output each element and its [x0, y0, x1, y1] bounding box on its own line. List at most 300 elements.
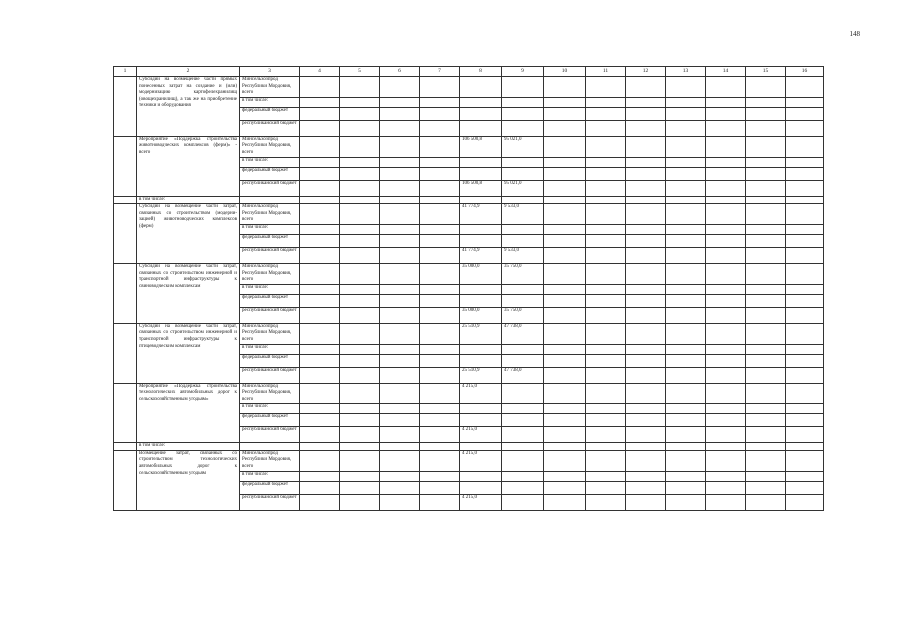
empty-cell	[586, 294, 626, 307]
empty-cell	[300, 450, 340, 471]
amount-cell: 47 738,0	[502, 367, 544, 383]
empty-cell	[586, 481, 626, 494]
empty-cell	[420, 450, 460, 471]
amount-cell: 35 000,0	[460, 263, 502, 284]
empty-cell	[706, 157, 746, 167]
empty-cell	[380, 196, 420, 204]
empty-cell	[666, 344, 706, 354]
empty-cell	[340, 157, 380, 167]
empty-cell	[746, 481, 786, 494]
column-header: 12	[626, 67, 666, 77]
amount-cell	[460, 284, 502, 294]
empty-cell	[706, 427, 746, 443]
empty-cell	[340, 344, 380, 354]
empty-cell	[626, 180, 666, 196]
column-header: 6	[380, 67, 420, 77]
empty-cell	[786, 450, 824, 471]
empty-cell	[586, 120, 626, 136]
empty-cell	[544, 234, 586, 247]
amount-cell	[460, 120, 502, 136]
empty-cell	[420, 157, 460, 167]
empty-cell	[420, 427, 460, 443]
empty-cell	[300, 284, 340, 294]
empty-cell	[420, 97, 460, 107]
empty-cell	[300, 471, 340, 481]
funding-source: в том числе:	[240, 344, 300, 354]
empty-cell	[502, 196, 544, 204]
empty-cell	[340, 284, 380, 294]
empty-cell	[746, 234, 786, 247]
empty-cell	[706, 97, 746, 107]
empty-cell	[340, 77, 380, 98]
empty-cell	[786, 494, 824, 510]
empty-cell	[746, 97, 786, 107]
amount-cell	[502, 344, 544, 354]
empty-cell	[380, 443, 420, 451]
empty-cell	[544, 180, 586, 196]
funding-source: республиканский бюджет	[240, 494, 300, 510]
page-number: 148	[849, 30, 860, 38]
empty-cell	[544, 167, 586, 180]
empty-cell	[340, 307, 380, 323]
empty-cell	[340, 97, 380, 107]
empty-cell	[380, 414, 420, 427]
amount-cell	[502, 294, 544, 307]
empty-cell	[706, 307, 746, 323]
empty-cell	[746, 196, 786, 204]
empty-cell	[666, 157, 706, 167]
empty-cell	[706, 450, 746, 471]
empty-cell	[544, 354, 586, 367]
empty-cell	[544, 450, 586, 471]
amount-cell	[460, 404, 502, 414]
amount-cell: 4 215,0	[460, 383, 502, 404]
amount-cell	[460, 167, 502, 180]
empty-cell	[586, 167, 626, 180]
empty-cell	[340, 494, 380, 510]
amount-cell: 47 738,0	[502, 323, 544, 344]
amount-cell: 35 750,0	[502, 307, 544, 323]
empty-cell	[420, 443, 460, 451]
empty-cell	[340, 443, 380, 451]
funding-source: федеральный бюджет	[240, 107, 300, 120]
empty-cell	[544, 263, 586, 284]
empty-cell	[626, 427, 666, 443]
empty-cell	[340, 383, 380, 404]
empty-cell	[666, 404, 706, 414]
empty-cell	[544, 367, 586, 383]
empty-cell	[544, 344, 586, 354]
empty-cell	[420, 471, 460, 481]
empty-cell	[786, 284, 824, 294]
empty-cell	[300, 443, 340, 451]
empty-cell	[626, 77, 666, 98]
empty-cell	[380, 471, 420, 481]
column-number-row	[114, 67, 824, 77]
empty-cell	[666, 367, 706, 383]
empty-cell	[786, 77, 824, 98]
empty-cell	[300, 323, 340, 344]
amount-cell	[502, 481, 544, 494]
amount-cell	[460, 224, 502, 234]
row-number-cell	[114, 323, 137, 383]
amount-cell	[502, 157, 544, 167]
empty-cell	[706, 204, 746, 225]
empty-cell	[340, 196, 380, 204]
empty-cell	[340, 294, 380, 307]
empty-cell	[706, 344, 746, 354]
empty-cell	[544, 247, 586, 263]
empty-cell	[666, 167, 706, 180]
empty-cell	[746, 180, 786, 196]
measure-description: Мероприятие «Поддержка строительства животноводческих комплексов (ферм)» - всего	[137, 136, 240, 196]
empty-cell	[502, 443, 544, 451]
table-row	[114, 77, 824, 98]
empty-cell	[626, 204, 666, 225]
empty-cell	[240, 196, 300, 204]
empty-cell	[786, 354, 824, 367]
column-header: 1	[114, 67, 137, 77]
empty-cell	[340, 224, 380, 234]
empty-cell	[786, 263, 824, 284]
empty-cell	[746, 427, 786, 443]
empty-cell	[626, 247, 666, 263]
empty-cell	[666, 443, 706, 451]
empty-cell	[666, 180, 706, 196]
funding-source: федеральный бюджет	[240, 294, 300, 307]
amount-cell	[502, 427, 544, 443]
empty-cell	[300, 136, 340, 157]
amount-cell: 106 500,8	[460, 180, 502, 196]
empty-cell	[300, 354, 340, 367]
empty-cell	[666, 97, 706, 107]
empty-cell	[626, 383, 666, 404]
empty-cell	[300, 247, 340, 263]
empty-cell	[626, 471, 666, 481]
amount-cell	[502, 167, 544, 180]
amount-cell: 95 021,0	[502, 136, 544, 157]
amount-cell	[502, 120, 544, 136]
row-number-cell	[114, 263, 137, 323]
amount-cell	[460, 97, 502, 107]
empty-cell	[626, 404, 666, 414]
empty-cell	[626, 307, 666, 323]
empty-cell	[420, 354, 460, 367]
section-label: в том числе:	[137, 196, 240, 204]
empty-cell	[586, 494, 626, 510]
empty-cell	[706, 354, 746, 367]
empty-cell	[300, 414, 340, 427]
empty-cell	[300, 367, 340, 383]
empty-cell	[420, 247, 460, 263]
funding-source: федеральный бюджет	[240, 167, 300, 180]
empty-cell	[340, 450, 380, 471]
empty-cell	[666, 224, 706, 234]
amount-cell: 41 774,9	[460, 204, 502, 225]
funding-source: федеральный бюджет	[240, 234, 300, 247]
empty-cell	[746, 157, 786, 167]
empty-cell	[420, 107, 460, 120]
empty-cell	[300, 97, 340, 107]
empty-cell	[706, 443, 746, 451]
empty-cell	[420, 167, 460, 180]
empty-cell	[300, 263, 340, 284]
empty-cell	[626, 494, 666, 510]
empty-cell	[626, 157, 666, 167]
empty-cell	[544, 294, 586, 307]
empty-cell	[706, 120, 746, 136]
empty-cell	[786, 471, 824, 481]
funding-source: республиканский бюджет	[240, 427, 300, 443]
empty-cell	[420, 494, 460, 510]
funding-source: Минсельхозпрод Республики Мордовия, всего	[240, 77, 300, 98]
empty-cell	[626, 234, 666, 247]
column-header: 9	[502, 67, 544, 77]
empty-cell	[586, 157, 626, 167]
empty-cell	[746, 383, 786, 404]
amount-cell: 4 215,0	[460, 450, 502, 471]
funding-source: Минсельхозпрод Республики Мордовия, всего	[240, 136, 300, 157]
empty-cell	[544, 414, 586, 427]
table-row	[114, 450, 824, 471]
empty-cell	[380, 247, 420, 263]
empty-cell	[544, 383, 586, 404]
empty-cell	[786, 481, 824, 494]
empty-cell	[460, 443, 502, 451]
table-row	[114, 136, 824, 157]
empty-cell	[666, 450, 706, 471]
empty-cell	[340, 167, 380, 180]
empty-cell	[380, 294, 420, 307]
empty-cell	[706, 284, 746, 294]
amount-cell	[460, 77, 502, 98]
empty-cell	[706, 136, 746, 157]
empty-cell	[544, 323, 586, 344]
section-label: в том числе:	[137, 443, 240, 451]
column-header: 16	[786, 67, 824, 77]
empty-cell	[786, 247, 824, 263]
column-header: 7	[420, 67, 460, 77]
empty-cell	[746, 450, 786, 471]
empty-cell	[420, 481, 460, 494]
row-number-cell	[114, 443, 137, 451]
empty-cell	[300, 294, 340, 307]
empty-cell	[340, 367, 380, 383]
empty-cell	[706, 481, 746, 494]
column-header: 13	[666, 67, 706, 77]
empty-cell	[666, 427, 706, 443]
empty-cell	[380, 224, 420, 234]
empty-cell	[544, 471, 586, 481]
empty-cell	[746, 354, 786, 367]
budget-table	[113, 66, 824, 511]
empty-cell	[544, 307, 586, 323]
measure-description: Субсидии на возмещение части прямых понесенных затрат на создание и (или) модернизацию картофелехранилищ (овощехранилищ), а так же на приобретение техники и оборудования	[137, 77, 240, 137]
empty-cell	[420, 383, 460, 404]
funding-source: федеральный бюджет	[240, 354, 300, 367]
amount-cell	[502, 450, 544, 471]
amount-cell: 35 000,0	[460, 307, 502, 323]
empty-cell	[786, 97, 824, 107]
empty-cell	[746, 307, 786, 323]
funding-source: республиканский бюджет	[240, 367, 300, 383]
empty-cell	[586, 107, 626, 120]
empty-cell	[666, 107, 706, 120]
empty-cell	[746, 167, 786, 180]
empty-cell	[666, 481, 706, 494]
empty-cell	[706, 234, 746, 247]
empty-cell	[380, 180, 420, 196]
empty-cell	[786, 414, 824, 427]
measure-description: Субсидии на возмещение части затрат, связанных со строительством (модерни-зацией) животноводческих комплексов (ферм)	[137, 204, 240, 264]
empty-cell	[786, 204, 824, 225]
empty-cell	[380, 450, 420, 471]
empty-cell	[666, 136, 706, 157]
empty-cell	[380, 494, 420, 510]
measure-description: Мероприятие «Поддержка строительства технологических автомобильных дорог к сельскохозяйственным угодьям»	[137, 383, 240, 443]
row-number-cell	[114, 383, 137, 443]
amount-cell: 9 533,0	[502, 247, 544, 263]
empty-cell	[544, 427, 586, 443]
empty-cell	[586, 234, 626, 247]
amount-cell	[460, 344, 502, 354]
empty-cell	[746, 107, 786, 120]
empty-cell	[340, 120, 380, 136]
empty-cell	[786, 234, 824, 247]
empty-cell	[420, 224, 460, 234]
empty-cell	[586, 383, 626, 404]
empty-cell	[666, 323, 706, 344]
empty-cell	[380, 120, 420, 136]
empty-cell	[586, 414, 626, 427]
empty-cell	[746, 294, 786, 307]
empty-cell	[380, 107, 420, 120]
empty-cell	[666, 354, 706, 367]
empty-cell	[626, 136, 666, 157]
empty-cell	[786, 443, 824, 451]
empty-cell	[586, 323, 626, 344]
empty-cell	[340, 481, 380, 494]
column-header: 8	[460, 67, 502, 77]
amount-cell	[460, 471, 502, 481]
empty-cell	[300, 120, 340, 136]
row-number-cell	[114, 204, 137, 264]
column-header: 11	[586, 67, 626, 77]
empty-cell	[300, 180, 340, 196]
empty-cell	[380, 284, 420, 294]
empty-cell	[746, 344, 786, 354]
empty-cell	[626, 414, 666, 427]
empty-cell	[300, 224, 340, 234]
empty-cell	[544, 196, 586, 204]
empty-cell	[786, 167, 824, 180]
empty-cell	[300, 107, 340, 120]
table-row	[114, 204, 824, 225]
empty-cell	[420, 136, 460, 157]
empty-cell	[746, 414, 786, 427]
amount-cell: 25 510,9	[460, 367, 502, 383]
empty-cell	[420, 414, 460, 427]
empty-cell	[300, 404, 340, 414]
empty-cell	[626, 367, 666, 383]
empty-cell	[420, 234, 460, 247]
empty-cell	[746, 263, 786, 284]
empty-cell	[420, 367, 460, 383]
amount-cell	[460, 157, 502, 167]
funding-source: в том числе:	[240, 157, 300, 167]
empty-cell	[586, 247, 626, 263]
empty-cell	[786, 367, 824, 383]
empty-cell	[786, 323, 824, 344]
empty-cell	[460, 196, 502, 204]
empty-cell	[786, 157, 824, 167]
empty-cell	[380, 97, 420, 107]
empty-cell	[380, 354, 420, 367]
empty-cell	[380, 427, 420, 443]
amount-cell	[502, 404, 544, 414]
amount-cell	[502, 97, 544, 107]
empty-cell	[544, 481, 586, 494]
empty-cell	[340, 136, 380, 157]
empty-cell	[420, 344, 460, 354]
empty-cell	[626, 294, 666, 307]
empty-cell	[786, 294, 824, 307]
empty-cell	[786, 180, 824, 196]
empty-cell	[706, 77, 746, 98]
empty-cell	[666, 307, 706, 323]
empty-cell	[544, 404, 586, 414]
empty-cell	[786, 120, 824, 136]
empty-cell	[420, 263, 460, 284]
empty-cell	[786, 427, 824, 443]
empty-cell	[340, 323, 380, 344]
empty-cell	[340, 263, 380, 284]
funding-source: Минсельхозпрод Республики Мордовия, всего	[240, 323, 300, 344]
empty-cell	[746, 224, 786, 234]
empty-cell	[666, 234, 706, 247]
empty-cell	[626, 120, 666, 136]
empty-cell	[300, 167, 340, 180]
empty-cell	[420, 307, 460, 323]
empty-cell	[420, 204, 460, 225]
empty-cell	[340, 247, 380, 263]
empty-cell	[380, 323, 420, 344]
empty-cell	[586, 196, 626, 204]
empty-cell	[240, 443, 300, 451]
empty-cell	[706, 167, 746, 180]
amount-cell: 41 774,9	[460, 247, 502, 263]
empty-cell	[300, 234, 340, 247]
amount-cell: 95 021,0	[502, 180, 544, 196]
empty-cell	[340, 234, 380, 247]
empty-cell	[420, 294, 460, 307]
empty-cell	[586, 471, 626, 481]
empty-cell	[626, 354, 666, 367]
column-header: 4	[300, 67, 340, 77]
empty-cell	[586, 443, 626, 451]
budget-body	[114, 77, 824, 511]
amount-cell	[460, 234, 502, 247]
empty-cell	[786, 107, 824, 120]
amount-cell: 35 750,0	[502, 263, 544, 284]
measure-description: Субсидии на возмещение части затрат, связанных со строительством инженерной и транспортной инфраструктуры к свиноводческим комплексам	[137, 263, 240, 323]
empty-cell	[666, 77, 706, 98]
empty-cell	[420, 284, 460, 294]
empty-cell	[626, 196, 666, 204]
empty-cell	[340, 404, 380, 414]
empty-cell	[666, 263, 706, 284]
row-number-cell	[114, 196, 137, 204]
